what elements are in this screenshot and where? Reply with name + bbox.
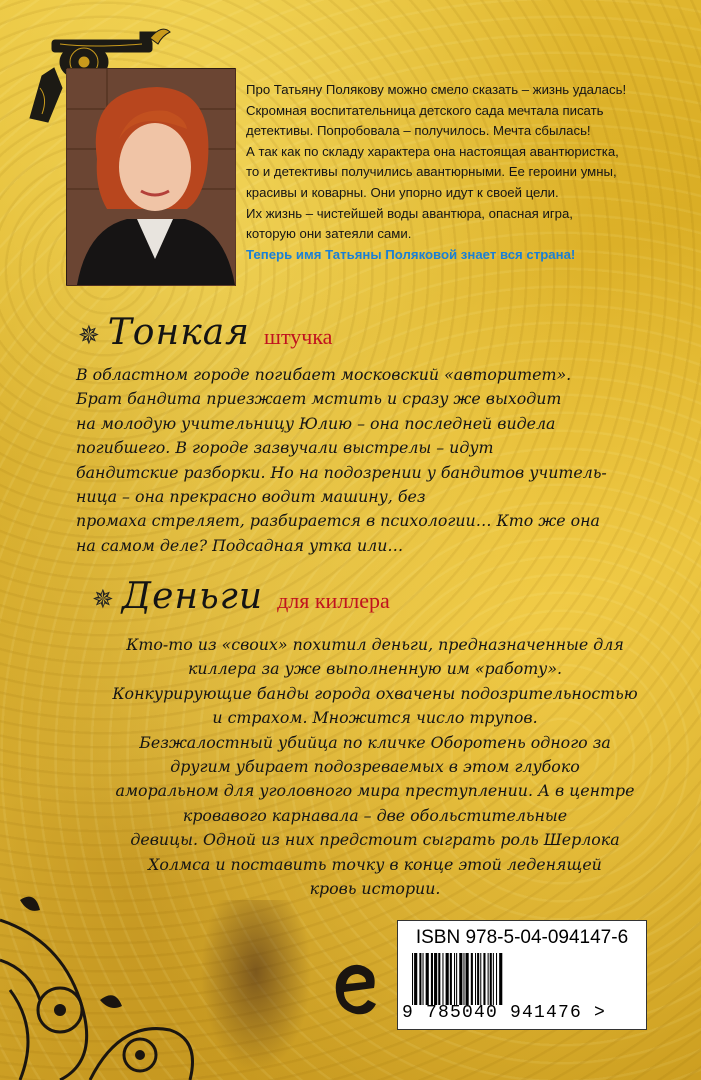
barcode-bar bbox=[450, 953, 452, 1005]
intro-line: Про Татьяну Полякову можно смело сказать – жизнь удалась! bbox=[246, 82, 627, 97]
blurb-line: Брат бандита приезжает мстить и сразу же выходит bbox=[76, 389, 562, 409]
book1-blurb bbox=[76, 363, 607, 558]
isbn-barcode bbox=[397, 920, 647, 1030]
blurb-line: Кто-то из «своих» похитил деньги, предназначенные для bbox=[126, 635, 624, 654]
barcode-bar bbox=[488, 953, 489, 1005]
barcode-bar bbox=[493, 953, 494, 1005]
book2-blurb bbox=[110, 633, 640, 901]
book1-title: Тонкая bbox=[107, 312, 250, 353]
book1-subtitle: штучка bbox=[264, 324, 333, 349]
barcode-bar bbox=[496, 953, 497, 1005]
blurb-line: Конкурирующие банды города охвачены подозрительностью bbox=[112, 683, 638, 703]
blurb-line: другим убирает подозреваемых в этом глубоко bbox=[170, 757, 580, 777]
flower-star-icon: ✵ bbox=[92, 584, 114, 614]
barcode-bar bbox=[480, 953, 481, 1005]
author-intro bbox=[246, 80, 636, 265]
barcode-bar bbox=[477, 953, 479, 1005]
blurb-line: девицы. Одной из них предстоит сыграть роль Шерлока bbox=[130, 830, 620, 850]
intro-line: то и детективы получились авантюрными. Ее героини умны, bbox=[246, 164, 617, 180]
cover-women-illustration bbox=[196, 900, 316, 1080]
blurb-line: на молодую учительницу Юлию – она последней видела bbox=[76, 413, 556, 433]
blurb-line: бандитские разборки. Но на подозрении у бандитов учитель- bbox=[76, 462, 607, 482]
blurb-line: на самом деле? Подсадная утка или… bbox=[76, 535, 404, 555]
blurb-line: ница – она прекрасно водит машину, без bbox=[76, 487, 426, 507]
blurb-line: погибшего. В городе зазвучали выстрелы – идут bbox=[76, 438, 494, 458]
blurb-line: кровавого карнавала – две обольстительные bbox=[182, 805, 568, 825]
barcode-bar bbox=[419, 953, 421, 1005]
barcode-bar bbox=[423, 953, 424, 1005]
barcode-bar bbox=[412, 953, 413, 1005]
barcode-bars bbox=[412, 953, 630, 1005]
book2-subtitle: для киллера bbox=[277, 588, 390, 613]
blurb-line: промаха стреляет, разбирается в психологии… Кто же она bbox=[76, 511, 600, 531]
barcode-digits: 9 785040 941476 > bbox=[402, 1003, 607, 1023]
barcode-bar bbox=[431, 953, 433, 1005]
blurb-line: Холмса и поставить точку в конце этой леденящей bbox=[148, 854, 602, 874]
blurb-line: Безжалостный убийца по кличке Оборотень одного за bbox=[139, 732, 611, 752]
author-photo bbox=[66, 68, 236, 286]
barcode-bar bbox=[463, 953, 464, 1005]
intro-line: детективы. Попробовала – получилось. Мечта сбылась! bbox=[246, 123, 591, 139]
barcode-bar bbox=[426, 953, 429, 1005]
barcode-bar bbox=[438, 953, 440, 1005]
intro-line: которую они затеяли сами. bbox=[246, 226, 412, 242]
barcode-bar bbox=[442, 953, 443, 1005]
barcode-bar bbox=[456, 953, 457, 1005]
barcode-bar bbox=[499, 953, 502, 1005]
barcode-bar bbox=[459, 953, 462, 1005]
blurb-line: и страхом. Множится число трупов. bbox=[212, 708, 538, 728]
publisher-logo-icon bbox=[330, 958, 380, 1018]
barcode-bar bbox=[471, 953, 473, 1005]
intro-highlight: Теперь имя Татьяны Поляковой знает вся страна! bbox=[246, 246, 576, 262]
blurb-line: киллера за уже выполненную им «работу». bbox=[187, 659, 563, 679]
intro-line: А так как по складу характера она настоящая авантюристка, bbox=[246, 143, 619, 159]
book1-heading bbox=[78, 312, 332, 353]
blurb-line: кровь истории. bbox=[309, 879, 441, 899]
book2-heading bbox=[92, 576, 390, 617]
blurb-line: аморальном для уголовного мира преступлении. А в центре bbox=[115, 781, 635, 801]
barcode-bar bbox=[475, 953, 476, 1005]
barcode-bar bbox=[466, 953, 469, 1005]
intro-line: Их жизнь – чистейшей воды авантюра, опасная игра, bbox=[246, 205, 573, 221]
book2-title: Деньги bbox=[121, 576, 264, 617]
intro-line: красивы и коварны. Они упорно идут к своей цели. bbox=[246, 184, 559, 200]
intro-line: Скромная воспитательница детского сада мечтала писать bbox=[246, 102, 604, 118]
barcode-bar bbox=[434, 953, 437, 1005]
barcode-bar bbox=[446, 953, 449, 1005]
barcode-bar bbox=[414, 953, 417, 1005]
barcode-bar bbox=[454, 953, 455, 1005]
isbn-text: ISBN 978-5-04-094147-6 bbox=[415, 927, 629, 948]
flower-star-icon: ✵ bbox=[78, 320, 100, 350]
barcode-bar bbox=[483, 953, 485, 1005]
blurb-line: В областном городе погибает московский «авторитет». bbox=[76, 365, 572, 384]
barcode-bar bbox=[490, 953, 492, 1005]
